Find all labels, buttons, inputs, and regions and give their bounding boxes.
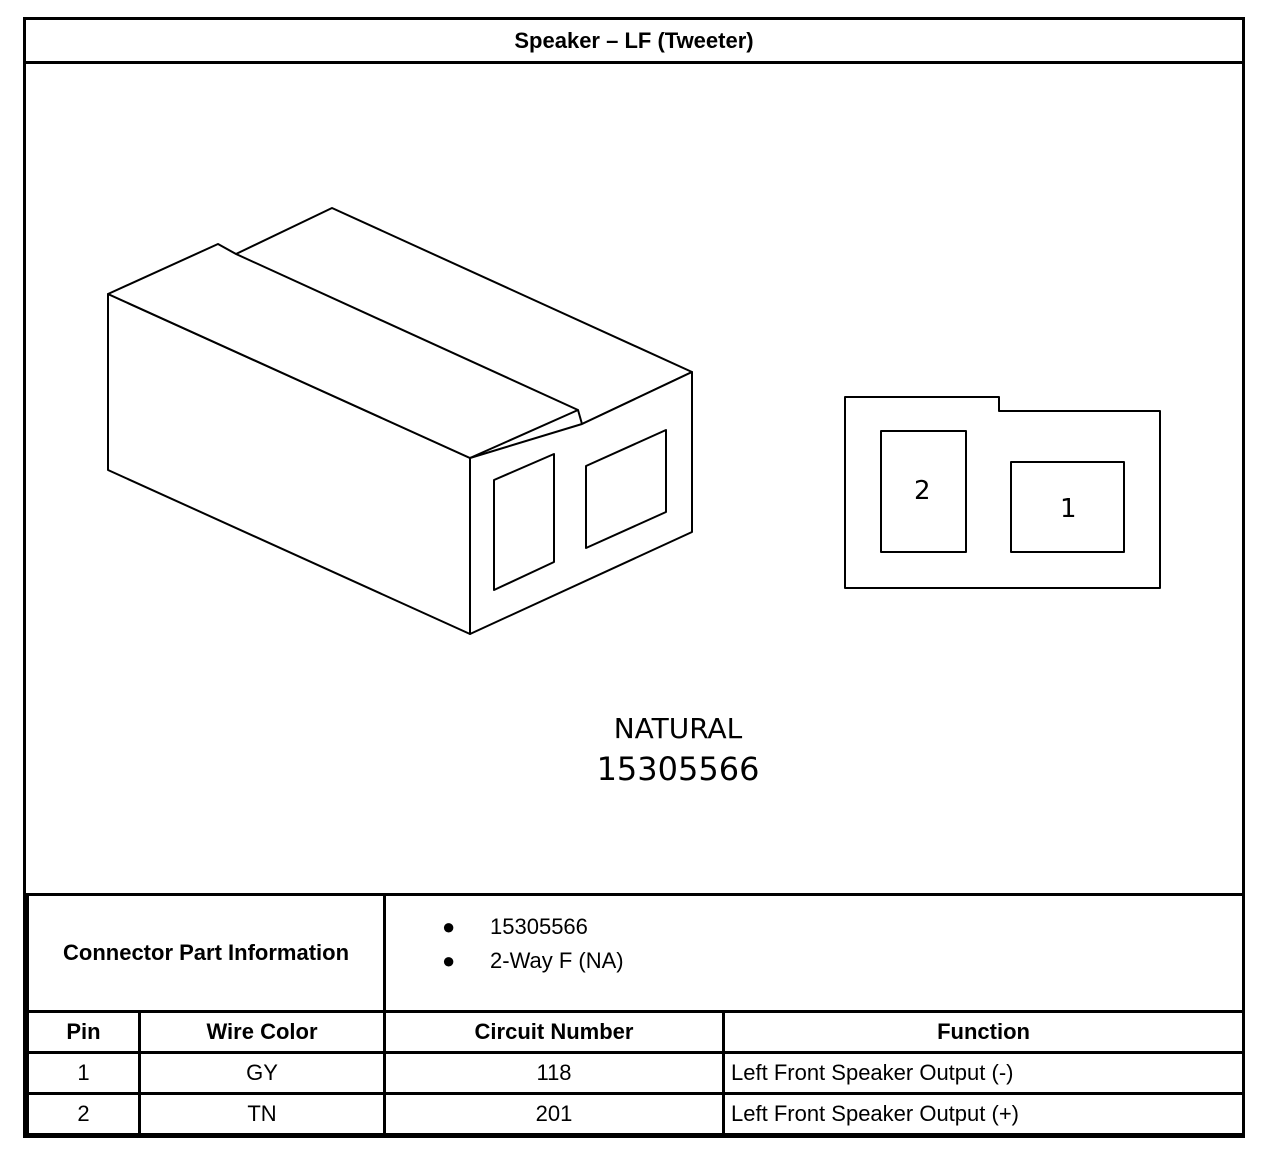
- header-function: Function: [724, 1012, 1244, 1053]
- connector-part-number-label: 15305566: [596, 750, 760, 788]
- connector-part-info-label: Connector Part Information: [28, 895, 385, 1012]
- connector-drawing: [26, 64, 1242, 896]
- header-circuit-number: Circuit Number: [385, 1012, 724, 1053]
- list-item: ● 2-Way F (NA): [490, 944, 1242, 978]
- wire-color-cell: GY: [140, 1053, 385, 1094]
- header-wire-color: Wire Color: [140, 1012, 385, 1053]
- function-cell: Left Front Speaker Output (-): [724, 1053, 1244, 1094]
- connector-info-table: [26, 893, 1245, 1136]
- circuit-number-cell: 201: [385, 1094, 724, 1135]
- connector-part-info-list: [385, 895, 1244, 1012]
- table-row: [28, 1094, 1244, 1135]
- pin-label-1: 1: [1060, 494, 1077, 524]
- pin-cell: 2: [28, 1094, 140, 1135]
- connector-part-info-row: [28, 895, 1244, 1012]
- table-row: [28, 1053, 1244, 1094]
- function-cell: Left Front Speaker Output (+): [724, 1094, 1244, 1135]
- pin-label-2: 2: [914, 476, 931, 506]
- pin-cell: 1: [28, 1053, 140, 1094]
- pin-table-header-row: [28, 1012, 1244, 1053]
- connector-color-label: NATURAL: [613, 712, 743, 745]
- list-item: ● 15305566: [490, 910, 1242, 944]
- connector-sheet: [23, 17, 1245, 1138]
- bullet-icon: ●: [442, 914, 456, 939]
- circuit-number-cell: 118: [385, 1053, 724, 1094]
- sheet-title: Speaker – LF (Tweeter): [26, 20, 1242, 64]
- connector-end-view: [845, 397, 1160, 588]
- header-pin: Pin: [28, 1012, 140, 1053]
- bullet-icon: ●: [442, 948, 456, 973]
- wire-color-cell: TN: [140, 1094, 385, 1135]
